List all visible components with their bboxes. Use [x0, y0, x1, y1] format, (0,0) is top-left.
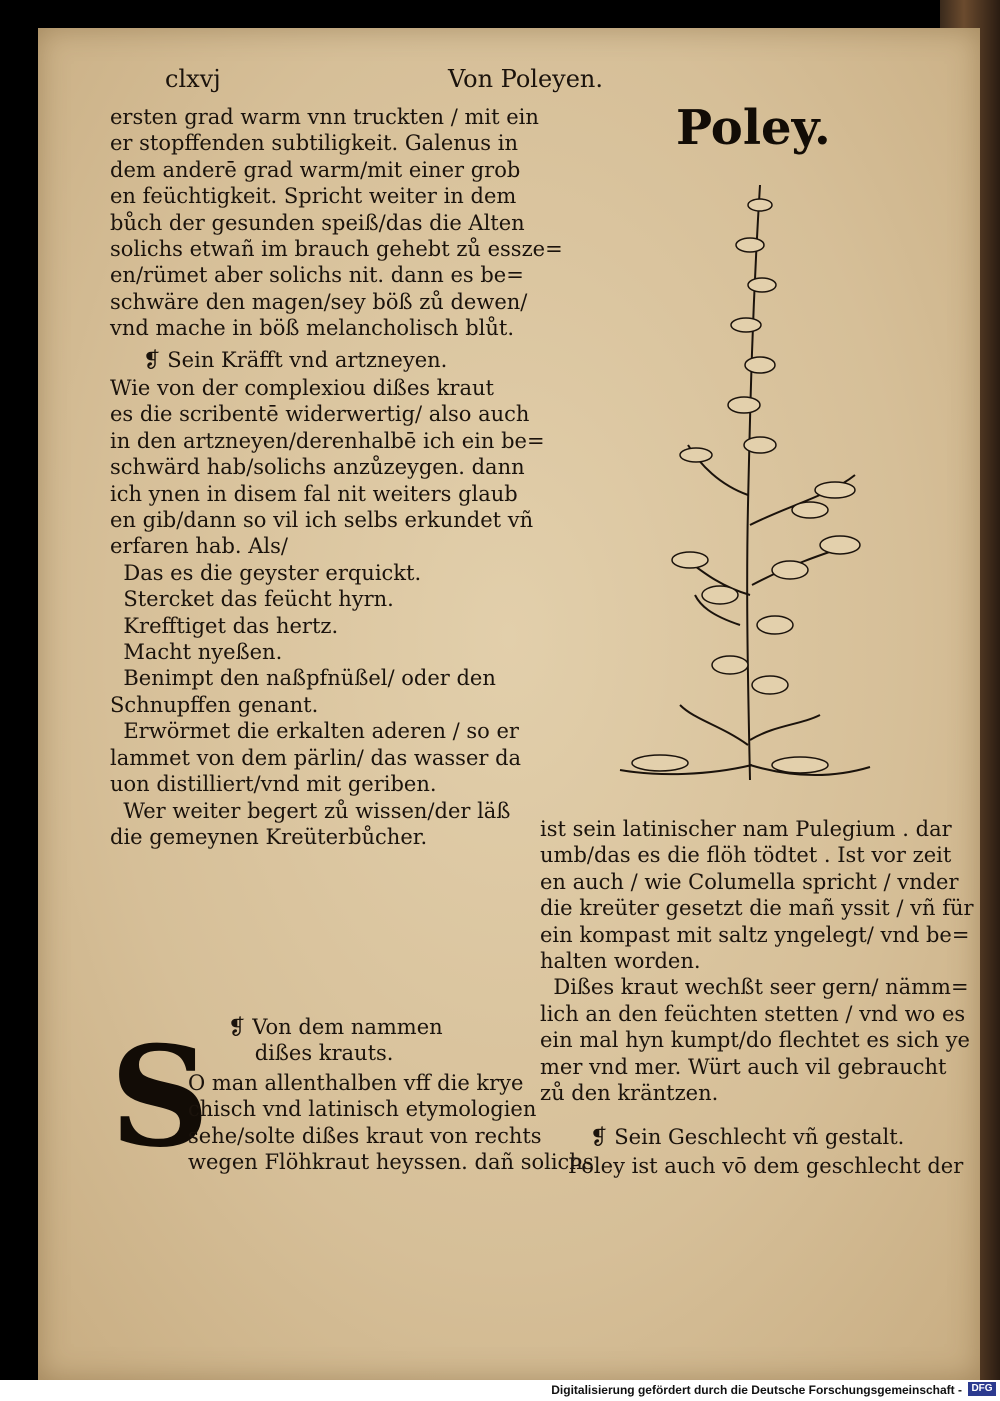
left-text-bottom-indented [188, 1070, 594, 1176]
drop-capital: S [110, 1015, 210, 1178]
running-title: Von Poleyen. [448, 65, 604, 93]
pilcrow-icon: ❡ [143, 348, 161, 372]
section-heading-text: Sein Kräfft vnd artzneyen. [167, 348, 448, 372]
section-heading-nammen [228, 1014, 443, 1066]
pennyroyal-woodcut-illustration [600, 165, 890, 795]
digitization-footer [0, 1380, 1000, 1401]
left-text-top: ersten grad warm vnn truckten / mit ein er stopffenden subtiligkeit. Galenus in dem anderē grad warm/mit einer grob en feüchtigkeit. Spricht weiter in dem bůch der gesunden speiß/das die Alten solichs etwañ im brauch gehebt zů essze= en/rümet aber solichs nit. dann es be= schwäre den magen/sey böß zů dewen/ vnd mache in böß melancholisch blůt. [110, 105, 563, 341]
folio-number: clxvj [165, 65, 221, 93]
right-text-bottom: Poley ist auch vō dem geschlecht der [568, 1154, 964, 1178]
dfg-logo: DFG [968, 1382, 996, 1396]
footer-credit: Digitalisierung gefördert durch die Deutsche Forschungsgemeinschaft - [551, 1383, 962, 1397]
plant-title: Poley. [676, 100, 831, 156]
section-heading-kraefft [143, 348, 447, 372]
pilcrow-icon: ❡ [590, 1125, 608, 1149]
right-text-top: ist sein latinischer nam Pulegium . dar umb/das es die flöh tödtet . Ist vor zeit en auch / wie Columella spricht / vnder die kreüter gesetzt die mañ yssit / vñ für ein kompast mit saltz yngelegt/ vnd be= halten worden. Dißes kraut wechßt seer gern/ nämm= lich an den feüchten stetten / vnd wo es ein mal hyn kumpt/do flechtet es sich ye mer vnd mer. Würt auch vil gebraucht zů den kräntzen. [540, 817, 974, 1106]
section-heading-geschlecht [590, 1125, 904, 1149]
left-text-bottom: O man allenthalben vff die krye chisch vnd latinisch etymologien sehe/solte dißes kraut von rechts wegen Flöhkraut heyssen. dañ solichs [188, 1071, 594, 1175]
left-text-mid: Wie von der complexiou dißes kraut es die scribentē widerwertig/ also auch in den artzneyen/derenhalbē ich ein be= schwärd hab/solichs anzůzeygen. dann ich ynen in disem fal nit weiters glaub en gib/dann so vil ich selbs erkundet vñ erfaren hab. Als/ Das es die geyster erquickt. Stercket das feücht hyrn. Krefftiget das hertz. Macht nyeßen. Benimpt den naßpfnüßel/ oder den Schnupffen genant. Erwörmet die erkalten aderen / so er lammet von dem pärlin/ das wasser da uon distilliert/vnd mit geriben. Wer weiter begert zů wissen/der läß die gemeynen Kreüterbůcher. [110, 376, 545, 849]
pilcrow-icon: ❡ [228, 1015, 246, 1039]
section-heading-text: Von dem nammen dißes krauts. [252, 1015, 443, 1065]
section-heading-text: Sein Geschlecht vñ gestalt. [614, 1125, 905, 1149]
